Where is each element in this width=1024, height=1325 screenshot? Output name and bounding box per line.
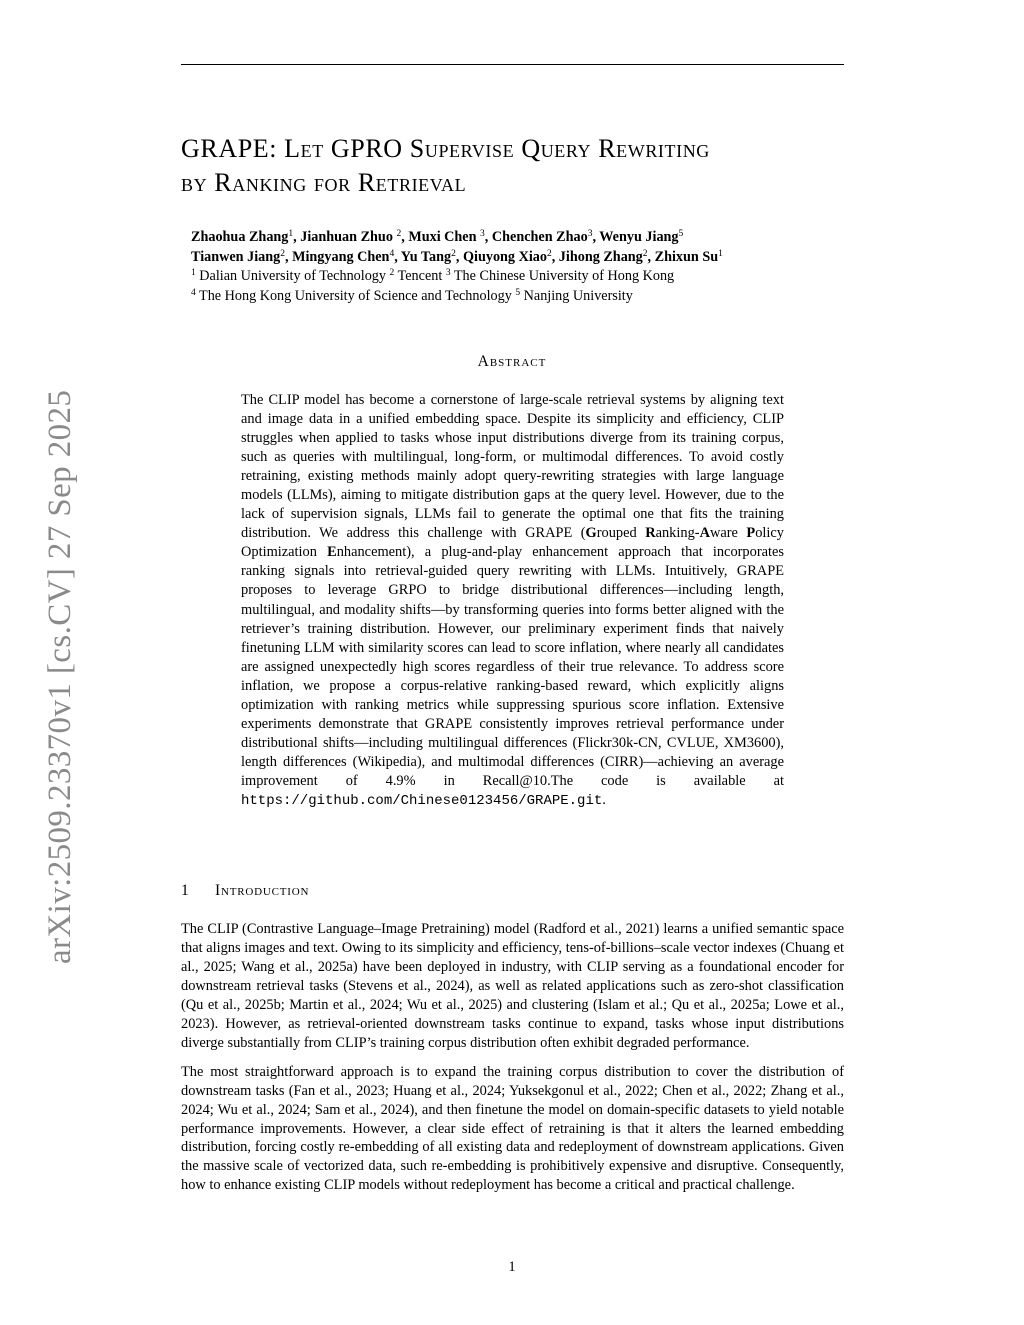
author-separator: , [293, 229, 301, 245]
affiliation-line-1 [191, 267, 851, 287]
author-affiliation-mark: 1 [288, 229, 294, 239]
author-name: Jihong Zhang [558, 248, 643, 265]
acronym-letter: G [585, 525, 597, 542]
abstract-heading: Abstract [477, 353, 547, 370]
author-name: Zhixun Su [654, 248, 719, 265]
affiliation-mark: 3 [445, 268, 451, 278]
author-affiliation-mark: 2 [451, 248, 456, 259]
affiliation-mark: 5 [515, 287, 521, 298]
abstract-text: The CLIP model has become a cornerstone of large-scale retrieval systems by aligning text and image data in a unified embedding space. Despite its simplicity and efficiency, CLIP struggles when applied to tasks whose input distributions diverge from its training corpus, such as queries with multilingual, long-form, or multimodal differences. To avoid costly retraining, existing methods mainly adopt query-rewriting strategies with large language models (LLMs), aiming to mitigate distribution gaps at the query level. However, due to the lack of supervision signals, LLMs fail to generate the optimal one that fits the training distribution. We address this challenge with GRAPE ( [241, 392, 784, 542]
acronym-rest: nhancement [336, 544, 407, 561]
author-separator: , [551, 248, 559, 265]
abstract-text: ), a plug-and-play enhancement approach that incorporates ranking signals into retrieval-guided query rewriting with LLMs. Intuitively, GRAPE proposes to leverage GRPO to bridge distributional differences—including length, multilingual, and modality shifts—by transforming queries into forms better aligned with the retriever’s training distribution. However, our preliminary experiment finds that naively finetuning LLM with similarity scores can lead to score inflation, where nearly all candidates are assigned unexpectedly high scores regardless of their true relevance. To address score inflation, we propose a corpus-relative ranking-based reward, which explicitly aligns optimization with ranking metrics while suppressing spurious score inflation. Extensive experiments demonstrate that GRAPE consistently improves retrieval performance under distributional shifts—including multilingual differences (Flickr30k-CN, CVLUE, XM3600), length differences (Wikipedia), and multimodal differences (CIRR)—achieving an average improvement of 4.9% in Recall@10.The code is available at [241, 544, 784, 789]
acronym-rest: rouped [596, 525, 646, 542]
introduction-body [181, 920, 844, 1205]
author-name: Qiuyong Xiao [462, 248, 547, 265]
abstract-body [241, 391, 784, 811]
section-number: 1 [181, 882, 190, 899]
author-name: Muxi Chen [408, 229, 481, 245]
author-line-1 [191, 228, 851, 248]
affiliation-mark: 4 [191, 287, 196, 298]
section-title: Introduction [215, 882, 310, 899]
author-name: Zhaohua Zhang [191, 229, 289, 245]
acronym-rest: olicy Optimization [241, 525, 784, 561]
author-name: Jianhuan Zhuo [300, 229, 397, 245]
author-name: Chenchen Zhao [491, 229, 588, 245]
affiliation-name: Dalian University of Technology [195, 268, 390, 284]
author-affiliation-mark: 1 [718, 248, 723, 259]
acronym-rest: anking- [655, 525, 700, 542]
affiliation-line-2 [191, 287, 851, 307]
author-affiliation-mark: 3 [480, 229, 485, 239]
author-separator: , [284, 248, 293, 265]
title-line-1: GRAPE: Let GPRO Supervise Query Rewriting [181, 134, 710, 163]
affiliation-name: Nanjing University [520, 287, 633, 304]
author-line-2 [191, 248, 851, 268]
intro-paragraph-2: The most straightforward approach is to expand the training corpus distribution to cover the distribution of downstream tasks (Fan et al., 2023; Huang et al., 2024; Yuksekgonul et al., 2022; Chen et al., 2022; Zhang et al., 2024; Wu et al., 2024; Sam et al., 2024), and then finetune the model on domain-specific datasets to yield notable performance improvements. However, a clear side effect of retraining is that it alters the learned embedding distribution, forcing costly re-embedding of all existing data and redeployment of downstream applications. Given the massive scale of vectorized data, such re-embedding is prohibitively expensive and disruptive. Consequently, how to enhance existing CLIP models without redeployment has become a critical and practical challenge. [181, 1063, 844, 1194]
arxiv-identifier: arXiv:2509.23370v1 [cs.CV] 27 Sep 2025 [42, 389, 78, 964]
affiliation-mark: 2 [389, 268, 395, 278]
code-url-link[interactable]: https://github.com/Chinese0123456/GRAPE.git [241, 792, 603, 809]
author-affiliation-mark: 2 [396, 229, 402, 239]
author-block [191, 228, 851, 306]
acronym-letter: A [699, 525, 710, 542]
section-heading-introduction [181, 882, 309, 900]
abstract-paragraph [241, 391, 784, 811]
author-name: Wenyu Jiang [599, 229, 679, 245]
author-affiliation-mark: 3 [587, 229, 593, 239]
acronym-letter: E [327, 544, 337, 561]
title-line-2: by Ranking for Retrieval [181, 168, 467, 197]
affiliation-name: Tencent [394, 268, 446, 284]
affiliation-name: The Chinese University of Hong Kong [450, 268, 675, 284]
acronym-rest: ware [709, 525, 747, 542]
author-name: Mingyang Chen [292, 248, 390, 265]
author-name: Tianwen Jiang [191, 248, 281, 265]
page-number: 1 [508, 1259, 516, 1275]
author-separator: , [647, 248, 655, 265]
affiliation-name: The Hong Kong University of Science and Technology [195, 287, 516, 304]
author-separator: , [592, 229, 600, 245]
paper-title [181, 132, 861, 200]
author-separator: , [401, 229, 409, 245]
author-affiliation-mark: 2 [546, 248, 552, 259]
abstract-text-end: . [602, 791, 606, 808]
affiliation-mark: 1 [191, 268, 196, 278]
acronym-letter: P [746, 525, 756, 542]
intro-paragraph-1: The CLIP (Contrastive Language–Image Pretraining) model (Radford et al., 2021) learns a unified semantic space that aligns images and text. Owing to its simplicity and efficiency, tens-of-billions–scale vector indexes (Chuang et al., 2025; Wang et al., 2025a) have been deployed in industry, with CLIP serving as a foundational encoder for downstream retrieval tasks (Stevens et al., 2024), as well as related applications such as zero-shot classification (Qu et al., 2025b; Martin et al., 2024; Wu et al., 2025) and clustering (Islam et al.; Qu et al., 2025a; Lowe et al., 2023). However, as retrieval-oriented downstream tasks continue to expand, tasks whose input distributions diverge substantially from CLIP’s training corpus distribution often exhibit degraded performance. [181, 921, 844, 1051]
author-separator: , [484, 229, 492, 245]
top-rule [181, 64, 844, 65]
author-separator: , [394, 248, 401, 265]
acronym-letter: R [645, 525, 656, 542]
author-affiliation-mark: 5 [678, 229, 684, 239]
author-affiliation-mark: 2 [642, 248, 648, 259]
author-separator: , [455, 248, 463, 265]
author-affiliation-mark: 4 [389, 248, 395, 259]
author-name: Yu Tang [400, 248, 452, 265]
author-affiliation-mark: 2 [280, 248, 285, 259]
